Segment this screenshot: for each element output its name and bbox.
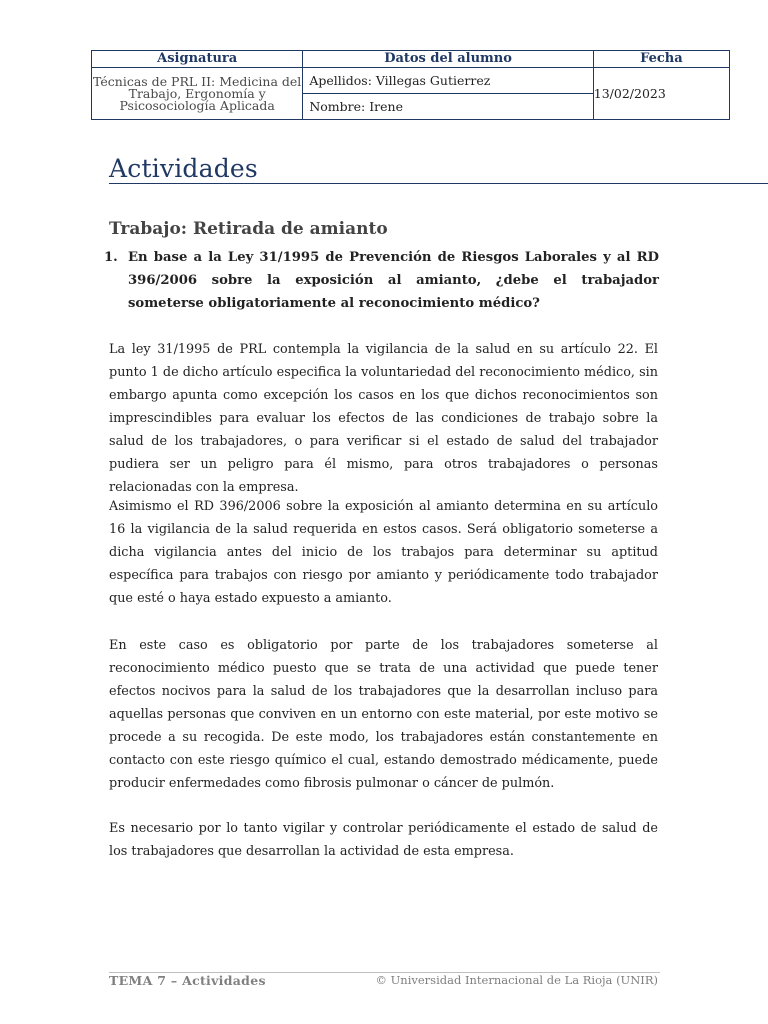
section-title: Trabajo: Retirada de amianto — [109, 219, 388, 239]
answer-paragraph: Asimismo el RD 396/2006 sobre la exposición al amianto determina en su artículo 16 la vigilancia de la salud requerida en estos casos. Será obligatorio someterse a dicha vigilancia antes del inicio de los trabajos para determinar su aptitud específica para trabajos con riesgo por amianto y periódicamente todo trabajador que esté o haya estado expuesto a amianto. — [109, 499, 658, 606]
answer-paragraph: Es necesario por lo tanto vigilar y controlar periódicamente el estado de salud de los trabajadores que desarrollan la actividad de esta empresa. — [109, 821, 658, 859]
student-surname: Apellidos: Villegas Gutierrez — [303, 68, 592, 94]
title-divider — [109, 183, 768, 184]
question-item — [104, 246, 659, 315]
question-text: En base a la Ley 31/1995 de Prevención de Riesgos Laborales y al RD 396/2006 sobre la exposición al amianto, ¿debe el trabajador someterse obligatoriamente al reconocimiento médico? — [128, 250, 659, 311]
student-name: Nombre: Irene — [309, 99, 403, 114]
header-table — [91, 50, 730, 120]
footer-topic: TEMA 7 – Actividades — [109, 973, 266, 988]
page-title: Actividades — [109, 154, 258, 183]
answer-paragraph: La ley 31/1995 de PRL contempla la vigilancia de la salud en su artículo 22. El punto 1 de dicho artículo especifica la voluntariedad del reconocimiento médico, sin embargo apunta como excepción los casos en los que dichos reconocimientos son imprescindibles para evaluar los efectos de las condiciones de trabajo sobre la salud de los trabajadores, o para verificar si el estado de salud del trabajador pudiera ser un peligro para él mismo, para otros trabajadores o personas relacionadas con la empresa. — [109, 342, 658, 495]
submission-date: 13/02/2023 — [593, 68, 729, 120]
subject-heading: Asignatura — [92, 51, 303, 68]
student-data-cell — [303, 68, 593, 120]
question-number: 1. — [104, 250, 118, 265]
footer-copyright: © Universidad Internacional de La Rioja (UNIR) — [375, 973, 658, 987]
answer-paragraph: En este caso es obligatorio por parte de los trabajadores someterse al reconocimiento médico puesto que se trata de una actividad que puede tener efectos nocivos para la salud de los trabajadores que la desarrollan incluso para aquellas personas que conviven en un entorno con este material, por este motivo se procede a su recogida. De este modo, los trabajadores están constantemente en contacto con este riesgo químico el cual, estando demostrado médicamente, puede producir enfermedades como fibrosis pulmonar o cáncer de pulmón. — [109, 638, 658, 791]
student-heading: Datos del alumno — [303, 51, 593, 68]
subject-name: Técnicas de PRL II: Medicina del Trabajo, Ergonomía y Psicosociología Aplicada — [92, 68, 303, 120]
date-heading: Fecha — [593, 51, 729, 68]
